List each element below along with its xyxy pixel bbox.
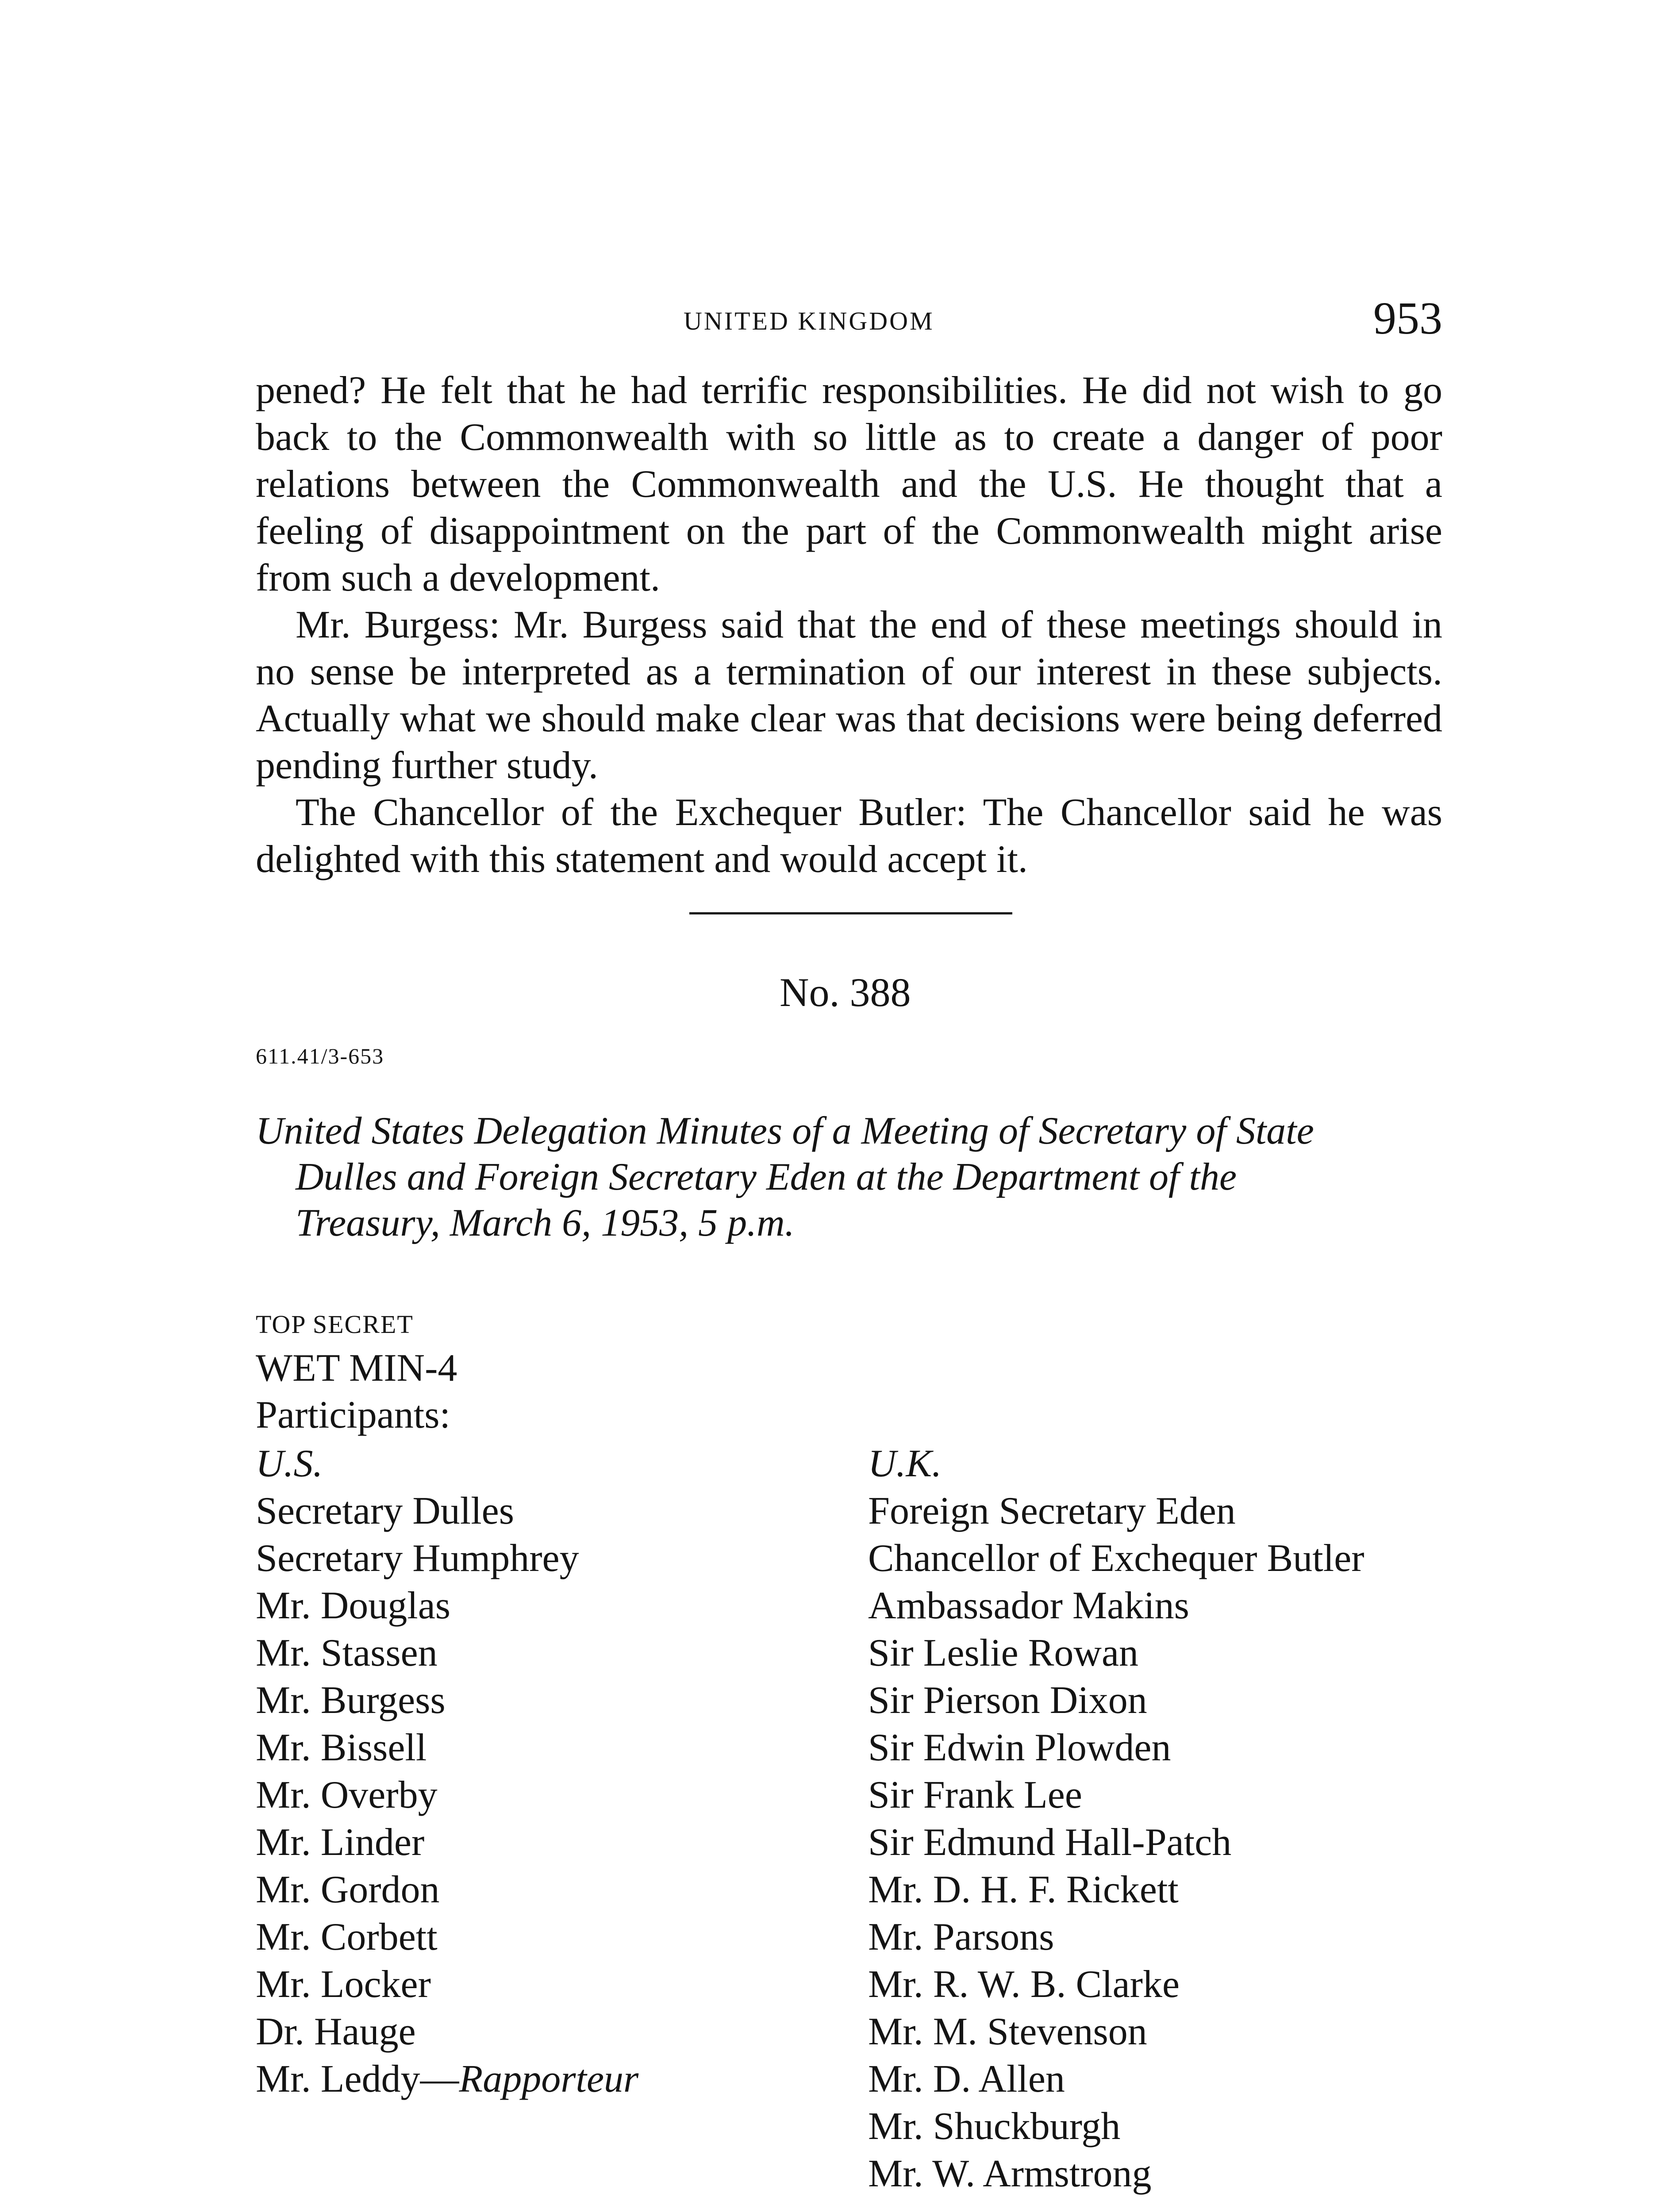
page-number: 953 <box>1373 293 1442 344</box>
participant: Mr. Stassen <box>256 1632 438 1674</box>
participant: Sir Leslie Rowan <box>868 1632 1139 1674</box>
participant: Dr. Hauge <box>256 2010 416 2053</box>
rapporteur-name: Mr. Leddy— <box>256 2058 459 2101</box>
continued-text <box>256 367 1442 883</box>
participant: Sir Frank Lee <box>868 1774 1082 1816</box>
us-participants <box>256 1440 638 2103</box>
participant: Secretary Dulles <box>256 1490 514 1532</box>
participant: Mr. W. Armstrong <box>868 2152 1152 2195</box>
document-number: No. 388 <box>780 970 911 1015</box>
classification: TOP SECRET <box>256 1310 414 1339</box>
paragraph: The Chancellor of the Exchequer Butler: The Chancellor said he was delighted with this statement and would accept it. <box>256 791 1442 881</box>
paragraph: pened? He felt that he had terrific responsibilities. He did not wish to go back to the Commonwealth with so little as to create a danger of poor relations between the Commonwealth and the U.S. He thought that a feeling of disappointment on the part of the Commonwealth might arise from such a development. <box>256 369 1442 599</box>
file-reference: 611.41/3-653 <box>256 1044 384 1068</box>
participant: Mr. Douglas <box>256 1584 450 1627</box>
participant: Ambassador Makins <box>868 1584 1189 1627</box>
participant: Mr. R. W. B. Clarke <box>868 1963 1180 2006</box>
participant: Chancellor of Exchequer Butler <box>868 1537 1364 1580</box>
participant: Mr. D. H. F. Rickett <box>868 1868 1179 1911</box>
participant: Mr. Overby <box>256 1774 438 1816</box>
participant: Sir Edwin Plowden <box>868 1726 1171 1769</box>
us-heading: U.S. <box>256 1442 323 1485</box>
participant: Mr. Locker <box>256 1963 431 2006</box>
participant-rapporteur <box>256 2055 638 2103</box>
section-divider <box>689 912 1012 914</box>
participant: Mr. D. Allen <box>868 2058 1065 2101</box>
participant: Sir Edmund Hall-Patch <box>868 1821 1232 1864</box>
participant: Sir Pierson Dixon <box>868 1679 1147 1722</box>
paragraph: Mr. Burgess: Mr. Burgess said that the end of these meetings should in no sense be interpreted as a termination of our interest in these subjects. Actually what we should make clear was that decisions were being deferred pending further study. <box>256 603 1442 787</box>
participant: Mr. Linder <box>256 1821 425 1864</box>
participants-label: Participants: <box>256 1394 450 1436</box>
rapporteur-role: Rapporteur <box>459 2058 639 2101</box>
participant: Mr. Bissell <box>256 1726 427 1769</box>
title-line: Treasury, March 6, 1953, 5 p.m. <box>296 1202 795 1244</box>
document-title <box>256 1108 1442 1246</box>
participant: Mr. Gordon <box>256 1868 440 1911</box>
uk-participants <box>868 1440 1364 2197</box>
participant: Mr. Burgess <box>256 1679 446 1722</box>
document-code: WET MIN-4 <box>256 1347 457 1390</box>
title-line: Dulles and Foreign Secretary Eden at the Department of the <box>296 1156 1237 1198</box>
participant: Mr. Parsons <box>868 1916 1054 1959</box>
uk-heading: U.K. <box>868 1442 942 1485</box>
title-line: United States Delegation Minutes of a Meeting of Secretary of State <box>256 1110 1314 1152</box>
participant: Foreign Secretary Eden <box>868 1490 1236 1532</box>
participant: Mr. Corbett <box>256 1916 438 1959</box>
running-head: UNITED KINGDOM <box>684 307 934 335</box>
participant: Secretary Humphrey <box>256 1537 579 1580</box>
participant: Mr. M. Stevenson <box>868 2010 1147 2053</box>
participant: Mr. Shuckburgh <box>868 2105 1121 2148</box>
